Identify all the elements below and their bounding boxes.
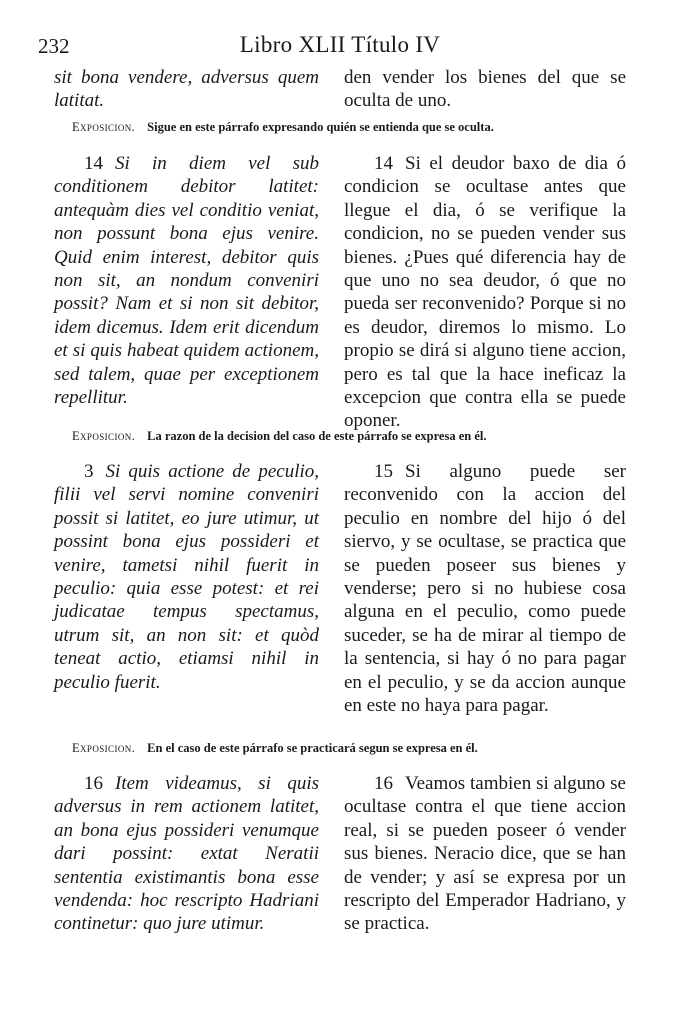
exposicion-text: La razon de la decision del caso de este párrafo se expresa en él. [147, 429, 487, 443]
spanish-paragraph-number: 15 [374, 461, 393, 482]
latin-column [54, 772, 319, 936]
page-header [38, 30, 642, 64]
spanish-column [344, 460, 626, 717]
spanish-column [344, 66, 626, 113]
page-number: 232 [38, 34, 70, 58]
latin-text: Si quis actione de peculio, filii vel servi nomine conveniri possit si latitet, eo jure utimur, ut possint bona ejus possideri et venire, tametsi nihil fuerit in peculio: quia esse potest: et rei judicatae tempus spectamus, utrum sit, an non sit: et quòd teneat actio, etiamsi nihil in peculio fuerit. [54, 461, 319, 693]
latin-paragraph-number: 3 [84, 461, 94, 482]
latin-text: Item videamus, si quis adversus in rem actionem latitet, an bona ejus possideri venumque dari possint: extat Neratii sententia existimantis bona esse vendenda: hoc rescripto Hadriani continetur: quo jure utimur. [54, 773, 319, 935]
exposicion-label: Exposicion. [72, 429, 136, 443]
spanish-column [344, 152, 626, 433]
latin-text: sit bona vendere, adversus quem latitat. [54, 67, 319, 112]
exposicion-note [72, 429, 682, 444]
spanish-text: Veamos tambien si alguno se ocultase contra el que tiene accion real, si se pueden poseer ó vender sus bienes. Neracio dice, que se han de vender; y así se expresa por un rescripto del Emperador Hadriano, y se practica. [344, 773, 626, 935]
exposicion-note [72, 741, 682, 756]
exposicion-label: Exposicion. [72, 741, 136, 755]
spanish-text: Si alguno puede ser reconvenido con la accion del peculio en nombre del hijo ó del siervo, y se ocultase, se practica que se pueden poseer sus bienes y venderse; pero si no hubiese cosa alguna en el peculio, como puede suceder, se ha de mirar al tiempo de la sentencia, si hay ó no para pagar en el peculio, y se da accion aunque en este no haya para pagar. [344, 461, 626, 717]
latin-text: Si in diem vel sub conditionem debitor latitet: antequàm dies vel conditio veniat, non possunt bona ejus venire. Quid enim interest, debitor quis non sit, an nondum conveniri possit? Nam et si non sit debitor, idem dicemus. Idem erit dicendum et si quis habeat quidem actionem, sed talem, quae per exceptionem repellitur. [54, 153, 319, 409]
exposicion-text: En el caso de este párrafo se practicará segun se expresa en él. [147, 741, 478, 755]
latin-column [54, 66, 319, 113]
latin-paragraph-number: 14 [84, 153, 103, 174]
spanish-text: den vender los bienes del que se oculta de uno. [344, 67, 626, 112]
running-title: Libro XLII Título IV [239, 32, 441, 57]
exposicion-note [72, 120, 682, 135]
latin-paragraph-number: 16 [84, 773, 103, 794]
spanish-text: Si el deudor baxo de dia ó condicion se ocultase antes que llegue el dia, ó se verifique la condicion, no se pueden vender sus bienes. ¿Pues qué diferencia hay de que uno no sea deudor, ó que no pueda ser reconvenido? Porque si no es deudor, diremos lo mismo. Lo propio se dirá si alguno tiene accion, pero es tal que la hace ineficaz la excepcion que contra ella se puede oponer. [344, 153, 626, 432]
spanish-paragraph-number: 14 [374, 153, 393, 174]
spanish-paragraph-number: 16 [374, 773, 393, 794]
latin-column [54, 152, 319, 409]
exposicion-text: Sigue en este párrafo expresando quién se entienda que se oculta. [147, 120, 494, 134]
latin-column [54, 460, 319, 694]
exposicion-label: Exposicion. [72, 120, 136, 134]
spanish-column [344, 772, 626, 936]
